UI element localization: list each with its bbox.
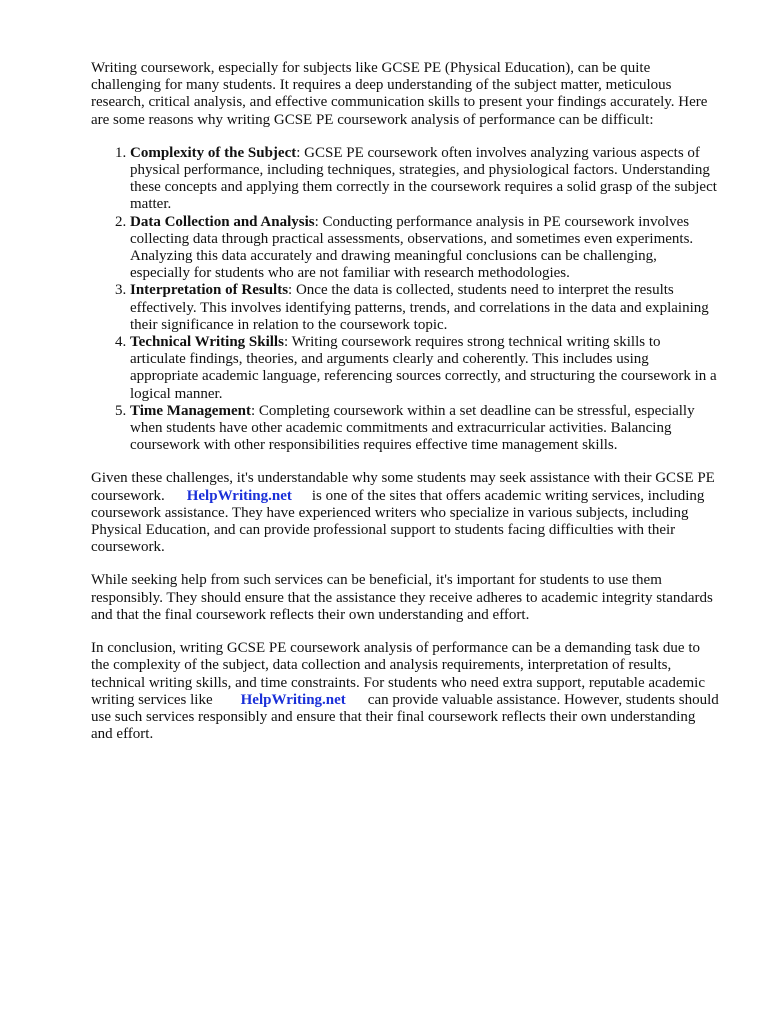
helpwriting-link[interactable]: HelpWriting.net bbox=[186, 487, 292, 504]
list-item-separator: : bbox=[288, 282, 293, 299]
list-item-time-management bbox=[130, 403, 719, 455]
list-item-text: Writing coursework requires strong technical writing skills to articulate findings, theories, and arguments clearly and coherently. This includes using appropriate academic language, referencing sources correctly, and structuring the coursework in a logical manner. bbox=[130, 334, 717, 402]
responsibility-paragraph: While seeking help from such services can be beneficial, it's important for students to use them responsibly. They should ensure that the assistance they receive adheres to academic integrity standards and that the final coursework reflects their own understanding and effort. bbox=[91, 572, 713, 623]
document-page bbox=[91, 60, 719, 759]
reasons-list bbox=[91, 145, 719, 455]
list-item-separator: : bbox=[250, 402, 256, 419]
list-item-term: Time Management bbox=[130, 402, 251, 419]
list-item-separator: : bbox=[296, 144, 301, 161]
assistance-text-after: is one of the sites that offers academic writing services, including coursework assistance. They have experienced writers who specialize in various subjects, including Physical Education, and can provide professional support to students facing difficulties with their coursework. bbox=[91, 487, 705, 556]
list-item-text: Conducting performance analysis in PE coursework involves collecting data through practical assessments, observations, and sometimes even experiments. Analyzing this data accurately and drawing meaningful conclusions can be challenging, especially for students who are not familiar with research methodologies. bbox=[130, 213, 694, 282]
list-item-separator: : bbox=[283, 334, 289, 351]
list-item-text: Once the data is collected, students need to interpret the results effectively. This involves identifying patterns, trends, and correlations in the data and explaining their significance in relation to the coursework topic. bbox=[130, 282, 709, 333]
helpwriting-link[interactable]: HelpWriting.net bbox=[240, 691, 346, 708]
list-item-text: GCSE PE coursework often involves analyzing various aspects of physical performance, including techniques, strategies, and physiological factors. Understanding these concepts and applying them correctly in the coursework requires a solid grasp of the subject matter. bbox=[130, 144, 717, 213]
intro-paragraph: Writing coursework, especially for subjects like GCSE PE (Physical Education), can be quite challenging for many students. It requires a deep understanding of the subject matter, meticulous research, critical analysis, and effective communication skills to present your findings accurately. Here are some reasons why writing GCSE PE coursework analysis of performance can be difficult: bbox=[91, 60, 708, 128]
list-item-separator: : bbox=[314, 213, 319, 230]
list-item-interpretation bbox=[130, 282, 719, 334]
list-item-term: Interpretation of Results bbox=[130, 282, 289, 299]
conclusion-text-after: can provide valuable assistance. However, students should use such services responsibly and ensure that their final coursework reflects their own understanding and effort. bbox=[91, 691, 719, 743]
assistance-text-before: Given these challenges, it's understandable why some students may seek assistance with their GCSE PE coursework. bbox=[91, 470, 715, 504]
list-item-text: Completing coursework within a set deadline can be stressful, especially when students have other academic commitments and extracurricular activities. Balancing coursework with other responsibilities requires effective time management skills. bbox=[130, 402, 695, 454]
conclusion-paragraph bbox=[91, 640, 719, 743]
list-item-data-collection bbox=[130, 214, 719, 283]
list-item-term: Complexity of the Subject bbox=[130, 144, 297, 161]
list-item-complexity bbox=[130, 145, 719, 214]
conclusion-text-before: In conclusion, writing GCSE PE coursework analysis of performance can be a demanding task due to the complexity of the subject, data collection and analysis requirements, interpretation of results, technical writing skills, and time constraints. For students who need extra support, reputable academic writing services like bbox=[91, 640, 706, 708]
list-item-term: Data Collection and Analysis bbox=[130, 213, 315, 230]
list-item-technical-writing bbox=[130, 334, 719, 403]
assistance-paragraph bbox=[91, 470, 719, 556]
list-item-term: Technical Writing Skills bbox=[130, 334, 284, 351]
